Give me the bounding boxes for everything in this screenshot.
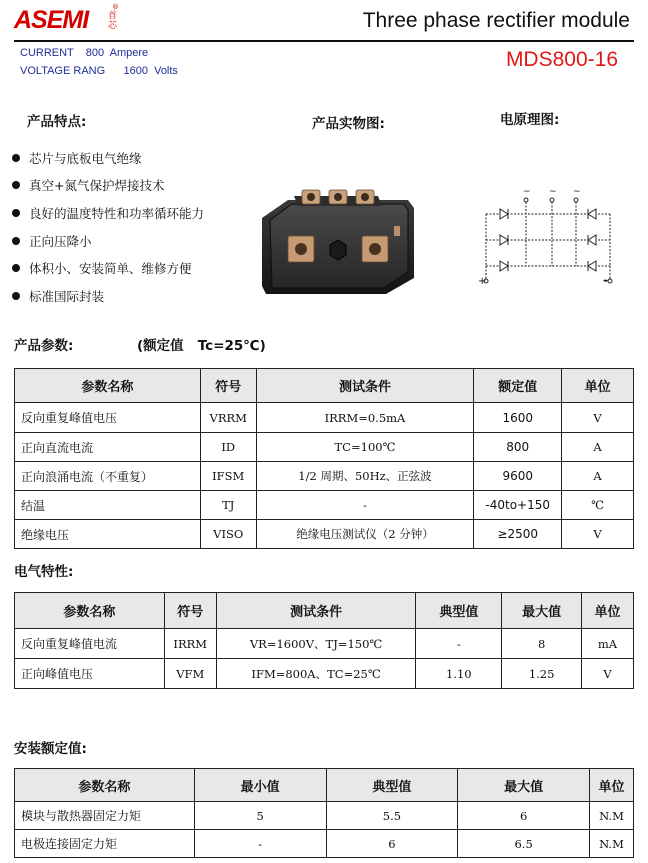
table-row: 反向重复峰值电流 IRRM VR=1600V、TJ=150℃ - 8 mA <box>15 629 634 659</box>
minus-label: - <box>603 273 608 287</box>
module-title: Three phase rectifier module <box>362 9 630 32</box>
table-row: 结温 TJ - -40to+150 ℃ <box>15 491 634 520</box>
feature-list <box>12 144 204 310</box>
bullet-icon <box>12 154 20 162</box>
mounting-title: 安装额定值: <box>14 741 87 757</box>
table-row: 反向重复峰值电压 VRRM IRRM=0.5mA 1600 V <box>15 403 634 433</box>
header-rated: 额定值 <box>474 369 562 403</box>
feature-item: 良好的温度特性和功率循环能力 <box>12 199 204 227</box>
feature-item: 正向压降小 <box>12 227 204 255</box>
table-row: 绝缘电压 VISO 绝缘电压测试仪（2 分钟） ≥2500 V <box>15 520 634 549</box>
logo-chinese: 首芯 <box>108 11 118 31</box>
tilde-label: ~ <box>523 187 531 197</box>
logo-registered-mark: ® <box>112 3 119 11</box>
feature-item: 芯片与底板电气绝缘 <box>12 144 204 172</box>
header-param: 参数名称 <box>15 369 201 403</box>
table-header-row: 参数名称 最小值 典型值 最大值 单位 <box>15 769 634 802</box>
feature-item: 标准国际封装 <box>12 282 204 310</box>
feature-item: 体积小、安装简单、维修方便 <box>12 254 204 282</box>
circuit-schematic <box>470 192 626 284</box>
table-row: 正向浪涌电流（不重复） IFSM 1/2 周期、50Hz、正弦波 9600 A <box>15 462 634 491</box>
bullet-icon <box>12 237 20 245</box>
current-rating: CURRENT 800 Ampere <box>20 47 149 59</box>
header-unit: 单位 <box>562 369 634 403</box>
logo-wordmark: ASEMI <box>14 6 89 34</box>
table-row: 正向峰值电压 VFM IFM=800A、TC=25℃ 1.10 1.25 V <box>15 659 634 689</box>
table-row: 正向直流电流 ID TC=100℃ 800 A <box>15 433 634 462</box>
schematic-title: 电原理图: <box>500 112 560 128</box>
table-row: 电极连接固定力矩 - 6 6.5 N.M <box>15 830 634 858</box>
feature-item: 真空+氮气保护焊接技术 <box>12 172 204 200</box>
table-row: 模块与散热器固定力矩 5 5.5 6 N.M <box>15 802 634 830</box>
header-condition: 测试条件 <box>256 369 474 403</box>
plus-label: + <box>478 276 487 287</box>
ratings-note: (额定值 Tc=25℃) <box>137 338 266 354</box>
photo-title: 产品实物图: <box>312 116 385 132</box>
header-divider <box>14 40 634 42</box>
table-header-row <box>15 369 634 403</box>
electrical-table <box>14 592 634 689</box>
voltage-rating: VOLTAGE RANG 1600 Volts <box>20 65 178 77</box>
ratings-table <box>14 368 634 549</box>
brand-logo <box>14 3 134 36</box>
bullet-icon <box>12 264 20 272</box>
mounting-table <box>14 768 634 858</box>
product-photo <box>258 178 418 296</box>
electrical-title: 电气特性: <box>14 564 74 580</box>
bullet-icon <box>12 209 20 217</box>
table-header-row: 参数名称 符号 测试条件 典型值 最大值 单位 <box>15 593 634 629</box>
part-number: MDS800-16 <box>505 48 618 71</box>
tilde-label: ~ <box>573 187 581 197</box>
tilde-label: ~ <box>549 187 557 197</box>
bullet-icon <box>12 292 20 300</box>
bullet-icon <box>12 181 20 189</box>
ratings-title: 产品参数: <box>14 338 74 354</box>
header-symbol: 符号 <box>200 369 256 403</box>
features-title: 产品特点: <box>27 114 87 130</box>
